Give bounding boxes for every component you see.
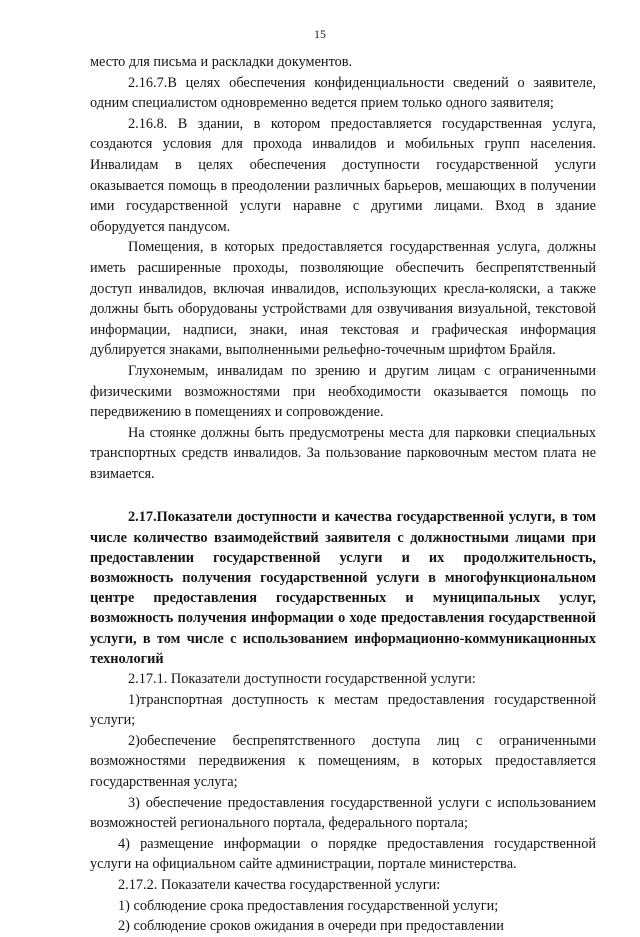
paragraph-parking: На стоянке должны быть предусмотрены места для парковки специальных транспортных средств инвалидов. За пользование парковочным местом плата не взимается. <box>90 424 596 482</box>
list-item-accessibility-1: 1)транспортная доступность к местам предоставления государственной услуги; <box>90 691 596 729</box>
paragraph-premises: Помещения, в которых предоставляется государственная услуга, должны иметь расширенные проходы, позволяющие обеспечить беспрепятственный доступ инвалидов, включая инвалидов, использующих кресла-коляски, а также должны быть оборудованы устройствами для озвучивания визуальной, текстовой информации, надписи, знаки, иная текстовая и графическая информация дублируется знаками, выполненными рельефно-точечным шрифтом Брайля. <box>90 239 596 359</box>
section-heading-2-17: 2.17.Показатели доступности и качества государственной услуги, в том числе количество взаимодействий заявителя с должностными лицами при предоставлении государственной услуги и их продолжительность, возможность получения государственной услуги в многофункциональном центре предоставления государственных и муниципальных услуг, возможность получения информации о ходе предоставления государственной услуги, в том числе с использованием информационно-коммуникационных технологий <box>90 509 596 667</box>
document-body <box>90 52 596 937</box>
list-item-quality-2: 2) соблюдение сроков ожидания в очереди при предоставлении <box>118 918 504 935</box>
list-item-accessibility-2: 2)обеспечение беспрепятственного доступа лиц с ограниченными возможностями передвижения к помещениям, в которых предоставляется государственная услуга; <box>90 732 596 791</box>
list-item-accessibility-4: 4) размещение информации о порядке предоставления государственной услуги на официальном сайте администрации, портале министерства. <box>90 835 596 873</box>
paragraph-2-16-8: 2.16.8. В здании, в котором предоставляется государственная услуга, создаются условия для прохода инвалидов и мобильных групп населения. Инвалидам в целях обеспечения доступности государственной услуги оказывается помощь в преодолении различных барьеров, мешающих в получении ими государственной услуги наравне с другими лицами. Вход в здание оборудуется пандусом. <box>90 115 596 235</box>
paragraph-2-17-2: 2.17.2. Показатели качества государственной услуги: <box>118 877 441 894</box>
paragraph-2-17-1: 2.17.1. Показатели доступности государственной услуги: <box>128 671 476 688</box>
list-item-accessibility-3: 3) обеспечение предоставления государственной услуги с использованием возможностей регионального портала, федерального портала; <box>90 794 596 832</box>
paragraph-2-16-7: 2.16.7.В целях обеспечения конфиденциальности сведений о заявителе, одним специалистом одновременно ведется прием только одного заявителя; <box>90 74 596 112</box>
list-item-quality-1: 1) соблюдение срока предоставления государственной услуги; <box>118 897 499 914</box>
paragraph-assistance: Глухонемым, инвалидам по зрению и другим лицам с ограниченными физическими возможностями при необходимости оказывается помощь по передвижению в помещениях и сопровождение. <box>90 362 596 421</box>
page-number: 15 <box>314 27 326 41</box>
paragraph-continuation: место для письма и раскладки документов. <box>90 54 353 70</box>
